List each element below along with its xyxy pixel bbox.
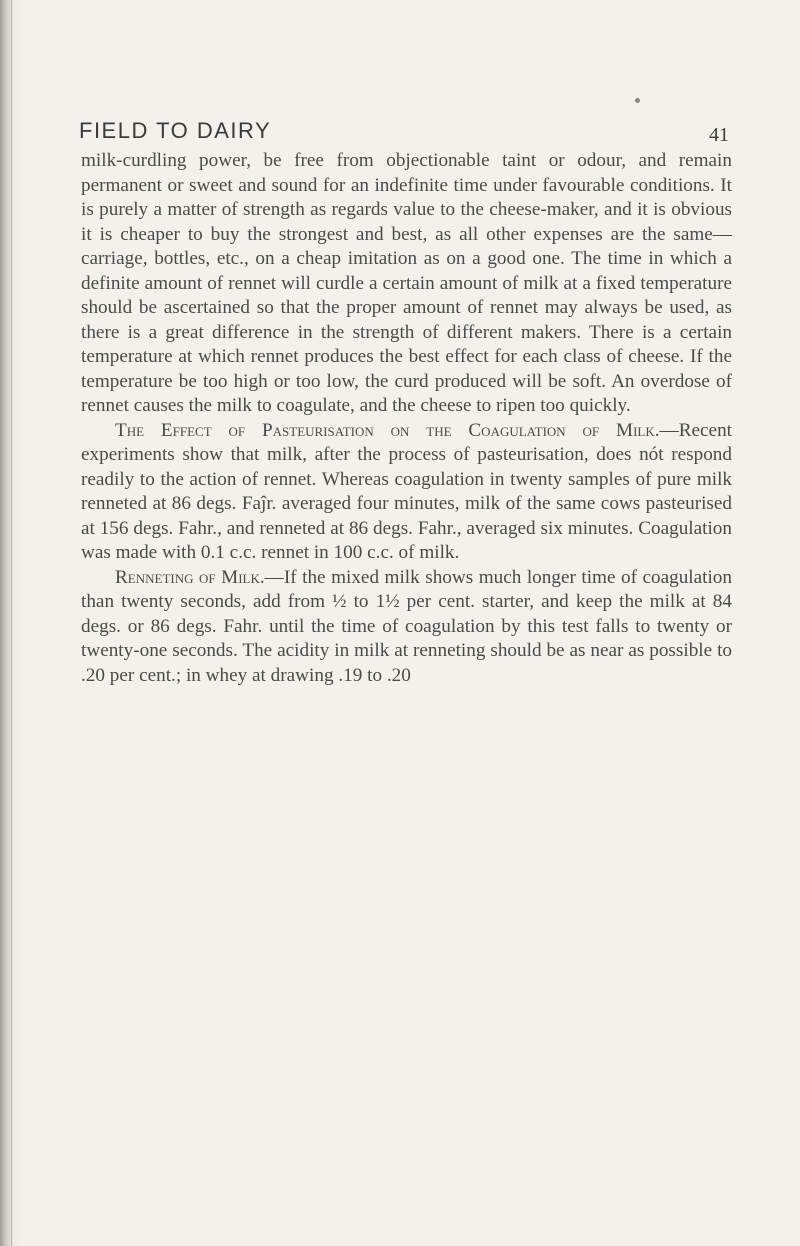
- ink-speck: [635, 98, 640, 103]
- paragraph-text: —If the mixed milk shows much longer time of coagulation than twenty seconds, add from ½ to 1½ per cent. starter, and keep the milk at 84 degs. or 86 degs. Fahr. until the time of coagulation by this test falls to twenty or twenty-one seconds. The acidity in milk at renneting should be as near as possible to .20 per cent.; in whey at drawing .19 to .20: [81, 566, 732, 686]
- paragraph-renneting: [81, 566, 732, 689]
- page-body: [81, 149, 732, 688]
- paragraph-continuation: [81, 149, 732, 419]
- page-header: [79, 118, 729, 148]
- section-heading: The Effect of Pasteurisation on the Coagulation of Milk.: [115, 419, 660, 441]
- running-head: FIELD TO DAIRY: [79, 118, 272, 143]
- section-heading: Renneting of Milk.: [115, 566, 265, 588]
- binding-line: [11, 0, 12, 1246]
- paragraph-text: milk-curdling power, be free from objectionable taint or odour, and remain permanent or sweet and sound for an indefinite time under favourable conditions. It is purely a matter of strength as regards value to the cheese-maker, and it is obvious it is cheaper to buy the strongest and best, as all other expenses are the same—carriage, bottles, etc., on a cheap imitation as on a good one. The time in which a definite amount of rennet will curdle a certain amount of milk at a fixed temperature should be ascertained so that the proper amount of rennet may always be used, as there is a great difference in the strength of different makers. There is a certain temperature at which rennet produces the best effect for each class of cheese. If the temperature be too high or too low, the curd produced will be soft. An overdose of rennet causes the milk to coagulate, and the cheese to ripen too quickly.: [81, 150, 732, 416]
- paragraph-text: —Recent experiments show that milk, after the process of pasteurisation, does nót respond readily to the action of rennet. Whereas coagulation in twenty samples of pure milk renneted at 86 degs. Faĵr. averaged four minutes, milk of the same cows pasteurised at 156 degs. Fahr., and renneted at 86 degs. Fahr., averaged six minutes. Coagulation was made with 0.1 c.c. rennet in 100 c.c. of milk.: [81, 419, 732, 563]
- paragraph-pasteurisation: [81, 419, 732, 566]
- page-number: 41: [709, 124, 729, 146]
